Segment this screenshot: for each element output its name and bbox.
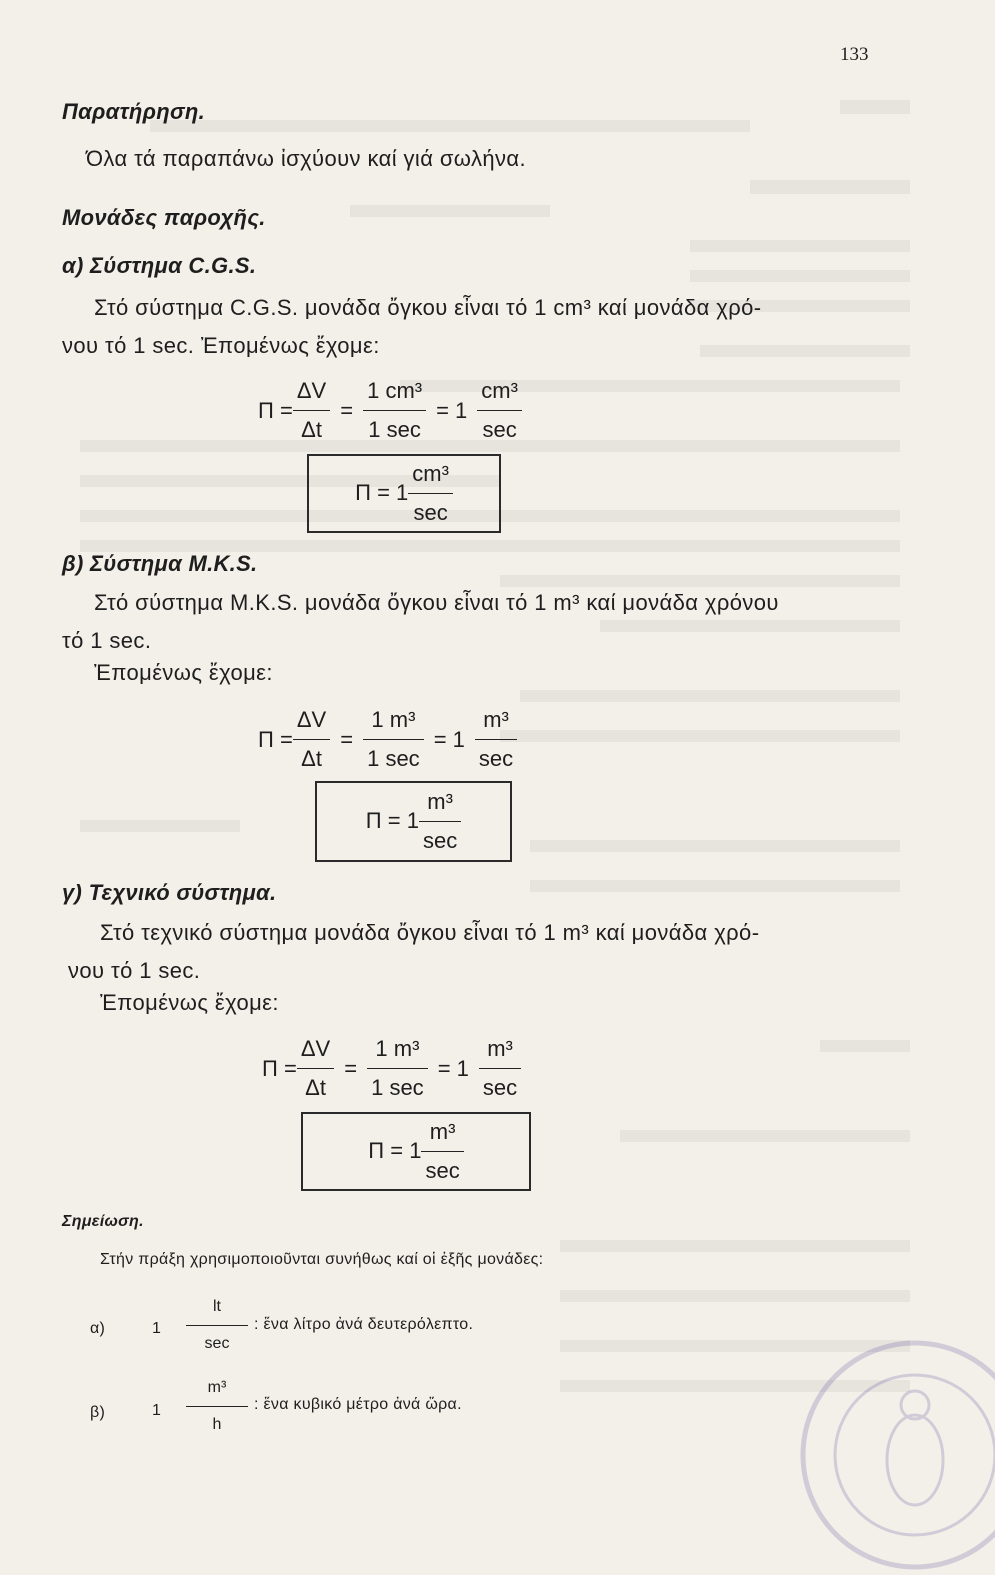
- fraction-bar: [363, 739, 424, 740]
- units-section-title: Μονάδες παροχῆς.: [62, 205, 266, 230]
- mks-result-equation: [365, 788, 461, 854]
- denominator: sec: [204, 1335, 230, 1353]
- numerator: lt: [213, 1298, 221, 1315]
- cgs-paragraph-line-1: Στό σύστημα C.G.S. μονάδα ὄγκου εἶναι τό 1 cm³ καί μονάδα χρό-: [94, 295, 762, 320]
- denominator: Δt: [305, 1075, 326, 1101]
- mks-heading: β) Σύστημα M.K.S.: [62, 551, 258, 576]
- fraction-volume-time: [363, 380, 426, 441]
- fraction-volume-time: [363, 709, 424, 770]
- equals-one: = 1: [436, 397, 468, 423]
- mks-paragraph-line-1: Στό σύστημα M.K.S. μονάδα ὄγκου εἶναι τό 1 m³ καί μονάδα χρόνου: [94, 590, 779, 615]
- cgs-heading: α) Σύστημα C.G.S.: [62, 253, 257, 278]
- mks-paragraph-line-2: τό 1 sec.: [62, 628, 152, 653]
- cgs-flow-equation: [258, 380, 522, 441]
- denominator: sec: [425, 1158, 460, 1184]
- mks-flow-equation: [258, 709, 517, 770]
- numerator: ΔV: [296, 378, 327, 403]
- note-item-a-description: : ἕνα λίτρο ἀνά δευτερόλεπτο.: [254, 1316, 474, 1333]
- fraction-bar: [186, 1406, 248, 1407]
- eq-lhs: Π =: [258, 726, 293, 752]
- technical-heading: γ) Τεχνικό σύστημα.: [62, 880, 277, 905]
- cgs-result-box: [307, 454, 501, 533]
- cgs-paragraph-line-2: νου τό 1 sec. Ἐπομένως ἔχομε:: [62, 333, 380, 358]
- denominator: Δt: [301, 417, 322, 443]
- denominator: h: [212, 1416, 222, 1434]
- fraction-bar: [408, 493, 453, 494]
- fraction-bar: [293, 410, 330, 411]
- box-lhs: Π = 1: [368, 1138, 422, 1164]
- equals-one: = 1: [437, 1055, 469, 1081]
- fraction-unit: [475, 709, 517, 770]
- fraction-bar: [293, 739, 330, 740]
- numerator: cm³: [481, 378, 518, 403]
- technical-result-equation: [368, 1118, 463, 1184]
- fraction-bar: [186, 1325, 248, 1326]
- eq-lhs: Π =: [258, 397, 293, 423]
- mks-result-box: [315, 781, 512, 862]
- numerator: ΔV: [296, 707, 327, 732]
- numerator: m³: [483, 707, 509, 732]
- numerator: m³: [427, 788, 453, 814]
- fraction-unit: [479, 1038, 521, 1099]
- box-fraction: [408, 460, 453, 526]
- cgs-result-equation: [355, 460, 453, 526]
- note-item-a-fraction: [186, 1299, 248, 1352]
- fraction-bar: [479, 1068, 521, 1069]
- numerator: 1 cm³: [367, 378, 423, 403]
- technical-paragraph-line-1: Στό τεχνικό σύστημα μονάδα ὄγκου εἶναι τό 1 m³ καί μονάδα χρό-: [100, 920, 760, 945]
- denominator: sec: [478, 746, 514, 772]
- numerator: m³: [429, 1118, 456, 1144]
- remark-heading: Παρατήρηση.: [62, 99, 206, 124]
- page-number: 133: [840, 44, 869, 65]
- fraction-dv-dt: [293, 709, 330, 770]
- fraction-bar: [363, 410, 426, 411]
- eq-lhs: Π =: [262, 1055, 297, 1081]
- note-item-b-label: β): [90, 1404, 106, 1421]
- box-lhs: Π = 1: [355, 480, 409, 506]
- fraction-bar: [475, 739, 517, 740]
- denominator: sec: [422, 828, 458, 854]
- denominator: Δt: [301, 746, 322, 772]
- technical-flow-equation: [262, 1038, 521, 1099]
- note-item-a-coefficient: 1: [152, 1320, 162, 1337]
- technical-result-box: [301, 1112, 531, 1191]
- equals-sign: =: [344, 1055, 358, 1081]
- equals-sign: =: [340, 726, 354, 752]
- note-heading: Σημείωση.: [62, 1213, 144, 1230]
- fraction-bar: [477, 410, 522, 411]
- fraction-bar: [421, 1151, 463, 1152]
- denominator: 1 sec: [371, 1075, 424, 1101]
- fraction-unit: [477, 380, 522, 441]
- box-fraction: [419, 788, 461, 854]
- note-item-b-fraction: [186, 1380, 248, 1433]
- numerator: cm³: [412, 460, 449, 486]
- note-item-a-label: α): [90, 1320, 106, 1337]
- numerator: m³: [487, 1036, 513, 1061]
- numerator: 1 m³: [371, 707, 416, 732]
- fraction-dv-dt: [297, 1038, 334, 1099]
- denominator: 1 sec: [368, 417, 421, 443]
- fraction-bar: [367, 1068, 428, 1069]
- technical-paragraph-line-3: Ἐπομένως ἔχομε:: [100, 990, 279, 1015]
- note-item-b-description: : ἕνα κυβικό μέτρο ἀνά ὥρα.: [254, 1396, 462, 1413]
- remark-text: Όλα τά παραπάνω ἰσχύουν καί γιά σωλήνα.: [86, 146, 527, 171]
- equals-sign: =: [340, 397, 354, 423]
- technical-paragraph-line-2: νου τό 1 sec.: [68, 958, 201, 983]
- fraction-dv-dt: [293, 380, 330, 441]
- fraction-bar: [297, 1068, 334, 1069]
- denominator: sec: [413, 500, 448, 526]
- numerator: 1 m³: [375, 1036, 420, 1061]
- denominator: 1 sec: [367, 746, 420, 772]
- denominator: sec: [482, 1075, 518, 1101]
- box-lhs: Π = 1: [365, 808, 419, 834]
- box-fraction: [421, 1118, 463, 1184]
- numerator: m³: [207, 1379, 227, 1396]
- note-item-b-coefficient: 1: [152, 1402, 162, 1419]
- numerator: ΔV: [300, 1036, 331, 1061]
- fraction-bar: [419, 821, 461, 822]
- denominator: sec: [482, 417, 517, 443]
- mks-paragraph-line-3: Ἐπομένως ἔχομε:: [94, 660, 273, 685]
- fraction-volume-time: [367, 1038, 428, 1099]
- library-stamp-seal: [795, 1335, 995, 1575]
- note-intro: Στήν πράξη χρησιμοποιοῦνται συνήθως καί οἱ ἑξῆς μονάδες:: [100, 1251, 544, 1268]
- equals-one: = 1: [433, 726, 465, 752]
